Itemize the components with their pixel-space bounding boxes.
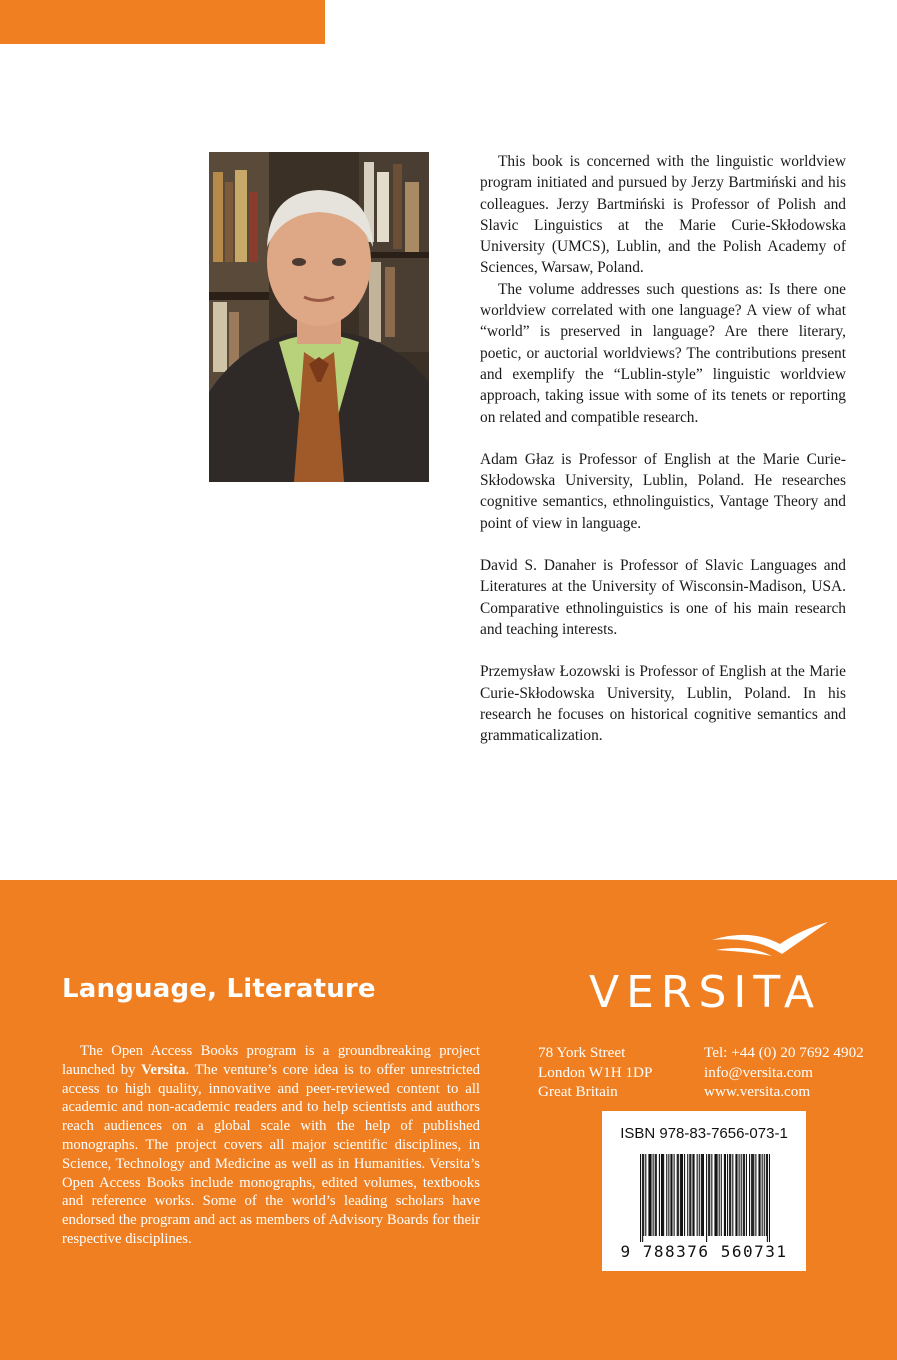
barcode-bar [661, 1154, 662, 1236]
publisher-contact [704, 1043, 864, 1102]
volume-questions-paragraph: The volume addresses such questions as: Is there one worldview correlated with one language? A view of what “world” is preserved in language? Are there literary, poetic, or auctorial worldviews? The contributions present and exemplify the “Lublin-style” linguistic worldview approach, taking issue with some of its tenets or reporting on related and compatible research. [480, 280, 846, 426]
editor-bio-glaz: Adam Głaz is Professor of English at the Marie Curie-Skłodowska University, Lublin, Poland. He researches cognitive semantics, ethnolinguistics, Vantage Theory and point of view in language. [480, 450, 846, 532]
barcode-bar [689, 1154, 690, 1236]
barcode-bar [662, 1154, 663, 1236]
author-portrait-image [209, 152, 429, 482]
series-title: Language, Literature [62, 974, 376, 1004]
barcode-bar [760, 1154, 761, 1236]
barcode-bar [687, 1154, 688, 1236]
editor-bio-lozowski: Przemysław Łozowski is Professor of English at the Marie Curie-Skłodowska University, Lublin, Poland. In his research he focuses on historical cognitive semantics and grammaticalization. [480, 663, 846, 745]
barcode-bar [671, 1154, 672, 1236]
barcode-bar [711, 1154, 712, 1236]
barcode-bar [653, 1154, 654, 1236]
barcode-bar [749, 1154, 750, 1236]
barcode-bar [755, 1154, 756, 1236]
barcode-bar [730, 1154, 731, 1236]
book-description-paragraph: This book is concerned with the linguistic worldview program initiated and pursued by Jerzy Bartmiński and his colleagues. Jerzy Bartmiński is Professor of Polish and Slavic Linguistics at the Marie Curie-Skłodowska University (UMCS), Lublin, and the Polish Academy of Sciences, Warsaw, Poland. [480, 153, 846, 277]
barcode-bar [678, 1154, 679, 1236]
top-accent-bar [0, 0, 325, 44]
barcode-bar [741, 1154, 742, 1236]
barcode-bar [649, 1154, 650, 1236]
open-access-program-description [62, 1042, 480, 1249]
barcode-bar [746, 1154, 747, 1236]
barcode-bar [655, 1154, 656, 1236]
barcode-bar [732, 1154, 733, 1236]
barcode-bar [692, 1154, 693, 1236]
barcode-bar [703, 1154, 704, 1236]
barcode-bar [706, 1154, 707, 1242]
barcode-bar [701, 1154, 702, 1236]
website-url: www.versita.com [704, 1083, 811, 1100]
barcode-bar [642, 1154, 643, 1242]
editor-bio-danaher: David S. Danaher is Professor of Slavic Languages and Literatures at the University of Wisconsin-Madison, USA. Comparative ethnolinguistics is one of his main research and teaching interests. [480, 557, 846, 638]
barcode-bar [693, 1154, 694, 1236]
barcode-bar [699, 1154, 700, 1236]
barcode-bar [769, 1154, 770, 1242]
barcode-bar [739, 1154, 740, 1236]
barcode-bar [684, 1154, 685, 1236]
publisher-address [538, 1043, 652, 1102]
barcode-bar [666, 1154, 667, 1236]
barcode-bar [714, 1154, 715, 1236]
barcode-bar [753, 1154, 754, 1236]
barcode-icon [640, 1154, 770, 1242]
barcode-bar [744, 1154, 745, 1236]
versita-logo [580, 910, 830, 1020]
barcode-bar [721, 1154, 722, 1236]
barcode-bar [659, 1154, 660, 1236]
versita-logo-text: VERSITA [589, 967, 821, 1018]
barcode-bar [697, 1154, 698, 1236]
barcode-bar [717, 1154, 718, 1236]
barcode-bar [751, 1154, 752, 1236]
barcode-bar [764, 1154, 765, 1236]
barcode-bar [690, 1154, 691, 1236]
isbn-barcode-box [602, 1111, 806, 1271]
barcode-bar [709, 1154, 710, 1236]
isbn-label: ISBN 978-83-7656-073-1 [620, 1125, 788, 1142]
barcode-bar [767, 1154, 768, 1242]
barcode-bar [643, 1154, 644, 1236]
barcode-bar [650, 1154, 651, 1236]
barcode-bar [736, 1154, 737, 1236]
barcode-bar [758, 1154, 759, 1236]
barcode-bar [680, 1154, 681, 1236]
barcode-bar [677, 1154, 678, 1236]
phone-number: Tel: +44 (0) 20 7692 4902 [704, 1044, 864, 1061]
barcode-bar [682, 1154, 683, 1236]
barcode-bar [766, 1154, 767, 1236]
program-text-rest: . The venture’s core idea is to offer unrestricted access to high quality, innovative and peer-reviewed content to all academic and non-academic readers and to help scientists and authors reach audiences on a global scale with the help of published monographs. The project covers all major scientific disciplines, in Science, Technology and Medicine as well as in Humanities. Versita’s Open Access Books include monographs, edited volumes, textbooks and reference works. Some of the world’s leading scholars have endorsed the program and act as members of Advisory Boards for their respective disciplines. [62, 1061, 480, 1247]
barcode-bar [724, 1154, 725, 1236]
barcode-bar [656, 1154, 657, 1236]
barcode-bar [729, 1154, 730, 1236]
barcode-bar [708, 1154, 709, 1236]
barcode-bar [668, 1154, 669, 1236]
barcode-bar [725, 1154, 726, 1236]
barcode-bar [702, 1154, 703, 1236]
author-photo [209, 152, 429, 482]
program-brand-name: Versita [141, 1061, 186, 1078]
address-line: London W1H 1DP [538, 1063, 653, 1081]
back-cover-blurb [480, 151, 846, 746]
isbn-digits: 9 788376 560731 [620, 1242, 788, 1261]
bird-wings-icon [710, 910, 830, 970]
program-text-start: The Open Access Books program is a groundbreaking project launched by [62, 1043, 480, 1078]
publisher-band [0, 880, 897, 1360]
barcode-bar [715, 1154, 716, 1236]
barcode-bar [674, 1154, 675, 1236]
barcode-bar [719, 1154, 720, 1236]
address-line: 78 York Street [538, 1044, 626, 1061]
email-address: info@versita.com [704, 1063, 813, 1081]
barcode-bar [735, 1154, 736, 1236]
barcode-bar [663, 1154, 664, 1236]
barcode-bar [681, 1154, 682, 1236]
barcode-bar [743, 1154, 744, 1236]
barcode-bar [752, 1154, 753, 1236]
barcode-bar [640, 1154, 641, 1242]
barcode-bar [645, 1154, 646, 1236]
barcode-bar [648, 1154, 649, 1236]
barcode-bar [762, 1154, 763, 1236]
address-line: Great Britain [538, 1083, 618, 1100]
barcode-bar [670, 1154, 671, 1236]
barcode-bar [727, 1154, 728, 1236]
